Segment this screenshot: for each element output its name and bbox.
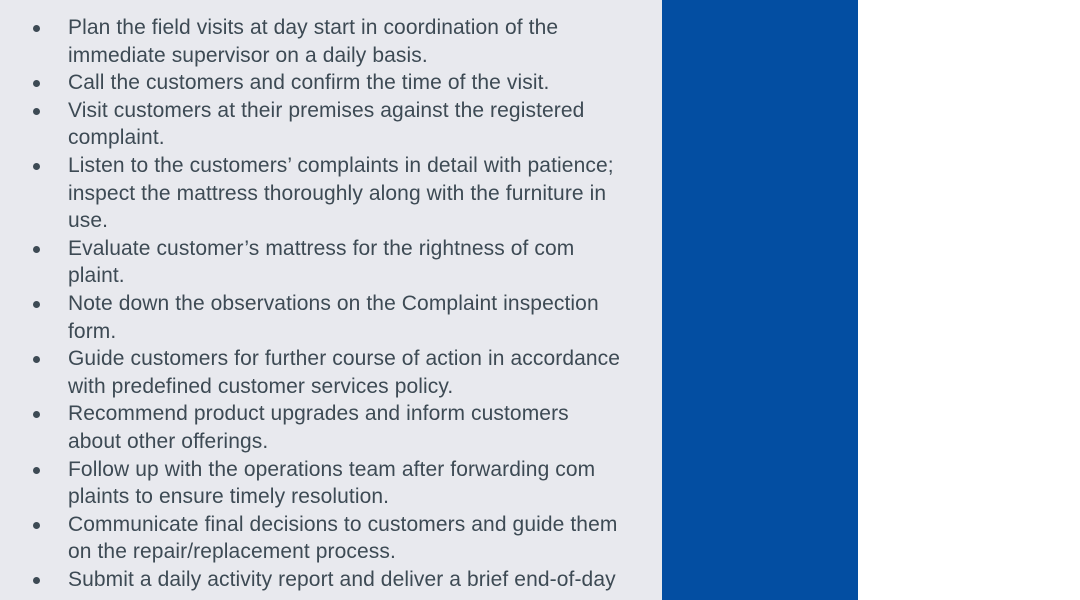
list-item-text: Communicate final decisions to customers and guide them on the repair/replacement process. [68, 512, 618, 564]
list-item-text: Plan the field visits at day start in coordination of the immediate supervisor on a daily basis. [68, 16, 559, 67]
list-item-text: Submit a daily activity report and deliver a brief end-of-day [68, 567, 616, 591]
bullet-icon [33, 80, 40, 87]
bullet-icon [33, 108, 40, 115]
list-item-text: Guide customers for further course of action in accordance with predefined customer services policy. [68, 347, 621, 398]
list-item [0, 345, 662, 400]
bullet-icon [33, 522, 40, 529]
list-item-text: Listen to the customers’ complaints in detail with patience; inspect the mattress thoroughly along with the furniture in use. [68, 153, 614, 233]
responsibilities-list [0, 14, 662, 593]
bullet-icon [33, 577, 40, 584]
list-item [0, 566, 662, 594]
list-item [0, 152, 662, 235]
list-item [0, 14, 662, 69]
list-item-text: Recommend product upgrades and inform customers about other offerings. [68, 402, 569, 453]
bullet-icon [33, 163, 40, 170]
list-item-text: Evaluate customer’s mattress for the rightness of com plaint. [68, 236, 575, 288]
bullet-icon [33, 467, 40, 474]
bullet-icon [33, 246, 40, 253]
blank-margin [858, 0, 1080, 600]
accent-band [662, 0, 858, 600]
list-item [0, 456, 662, 511]
bullet-icon [33, 411, 40, 418]
list-item-text: Visit customers at their premises against the registered complaint. [68, 98, 585, 150]
list-item [0, 235, 662, 290]
bullet-icon [33, 301, 40, 308]
list-item [0, 511, 662, 566]
list-item [0, 290, 662, 345]
bullet-icon [33, 356, 40, 363]
list-item-text: Note down the observations on the Complaint inspection form. [68, 291, 599, 343]
list-item-text: Call the customers and confirm the time of the visit. [68, 71, 550, 95]
list-item [0, 400, 662, 455]
list-item [0, 69, 662, 97]
list-item [0, 97, 662, 152]
list-item-text: Follow up with the operations team after forwarding com plaints to ensure timely resolution. [68, 457, 596, 509]
bullet-icon [33, 25, 40, 32]
